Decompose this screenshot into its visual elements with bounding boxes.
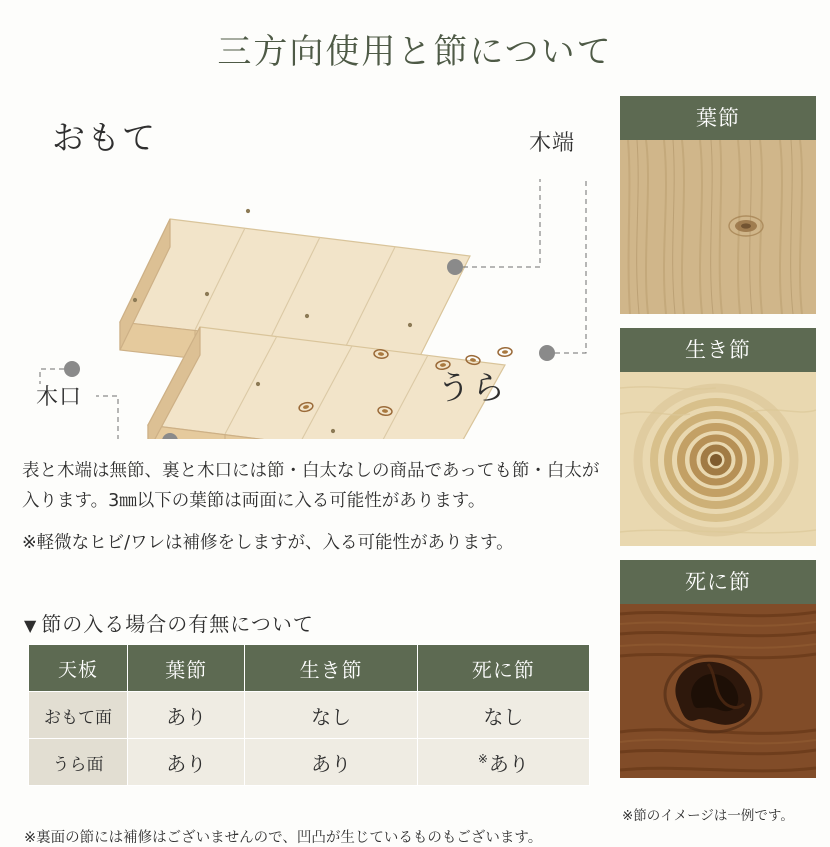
table-row-head-1: うら面 xyxy=(29,739,128,786)
table-cell-0-1: なし xyxy=(245,692,417,739)
photo-note: ※節のイメージは一例です。 xyxy=(622,808,794,824)
table-header-cell-3: 死に節 xyxy=(417,645,589,692)
description-text xyxy=(22,456,602,558)
table-header-row xyxy=(29,645,590,692)
table-cell-1-0: あり xyxy=(128,739,245,786)
description-paragraph-1: 表と木端は無節、裏と木口には節・白太なしの商品であっても節・白太が入ります。3㎜以下の葉節は両面に入る可能性があります。 xyxy=(22,461,600,512)
table-cell-1-2-text: あり xyxy=(488,751,529,776)
photo-card-hebushi xyxy=(620,96,816,314)
table-heading-text: 節の入る場合の有無について xyxy=(41,612,314,636)
triangle-marker-icon: ▼ xyxy=(24,616,38,635)
table-footnote: ※裏面の節には補修はございませんので、凹凸が生じているものもございます。 xyxy=(24,830,543,846)
table-header-cell-0: 天板 xyxy=(29,645,128,692)
table-header-cell-1: 葉節 xyxy=(128,645,245,692)
description-paragraph-2: ※軽微なヒビ/ワレは補修をしますが、入る可能性があります。 xyxy=(22,533,514,554)
label-omote: おもて xyxy=(52,118,157,157)
marker-dot-koguchi-top xyxy=(64,361,80,377)
table-row xyxy=(29,692,590,739)
asterisk-mark: ※ xyxy=(477,751,488,766)
photo-caption-hebushi: 葉節 xyxy=(620,96,816,140)
photo-column xyxy=(620,96,816,792)
label-ura: うら xyxy=(437,368,507,407)
table-cell-0-2: なし xyxy=(417,692,589,739)
table-header-cell-2: 生き節 xyxy=(245,645,417,692)
ikibushi-wood-graphic xyxy=(620,372,816,546)
marker-dot-kobashi-top xyxy=(447,259,463,275)
photo-image-shinibushi xyxy=(620,604,816,778)
table-row xyxy=(29,739,590,786)
page-title: 三方向使用と節について xyxy=(217,32,613,72)
photo-card-ikibushi xyxy=(620,328,816,546)
knot-presence-table xyxy=(28,644,590,786)
photo-caption-shinibushi: 死に節 xyxy=(620,560,816,604)
photo-card-shinibushi xyxy=(620,560,816,778)
photo-caption-ikibushi: 生き節 xyxy=(620,328,816,372)
wood-board-diagram xyxy=(0,84,612,439)
table-row-head-0: おもて面 xyxy=(29,692,128,739)
photo-image-ikibushi xyxy=(620,372,816,546)
shinibushi-wood-graphic xyxy=(620,604,816,778)
table-cell-1-1: あり xyxy=(245,739,417,786)
table-heading xyxy=(24,608,314,637)
label-koguchi: 木口 xyxy=(36,385,83,410)
hebushi-wood-graphic xyxy=(620,140,816,314)
marker-dot-kobashi-bottom xyxy=(539,345,555,361)
photo-image-hebushi xyxy=(620,140,816,314)
left-column xyxy=(0,84,612,846)
label-kobashi: 木端 xyxy=(529,131,576,156)
table-cell-0-0: あり xyxy=(128,692,245,739)
table-cell-1-2 xyxy=(417,739,589,786)
